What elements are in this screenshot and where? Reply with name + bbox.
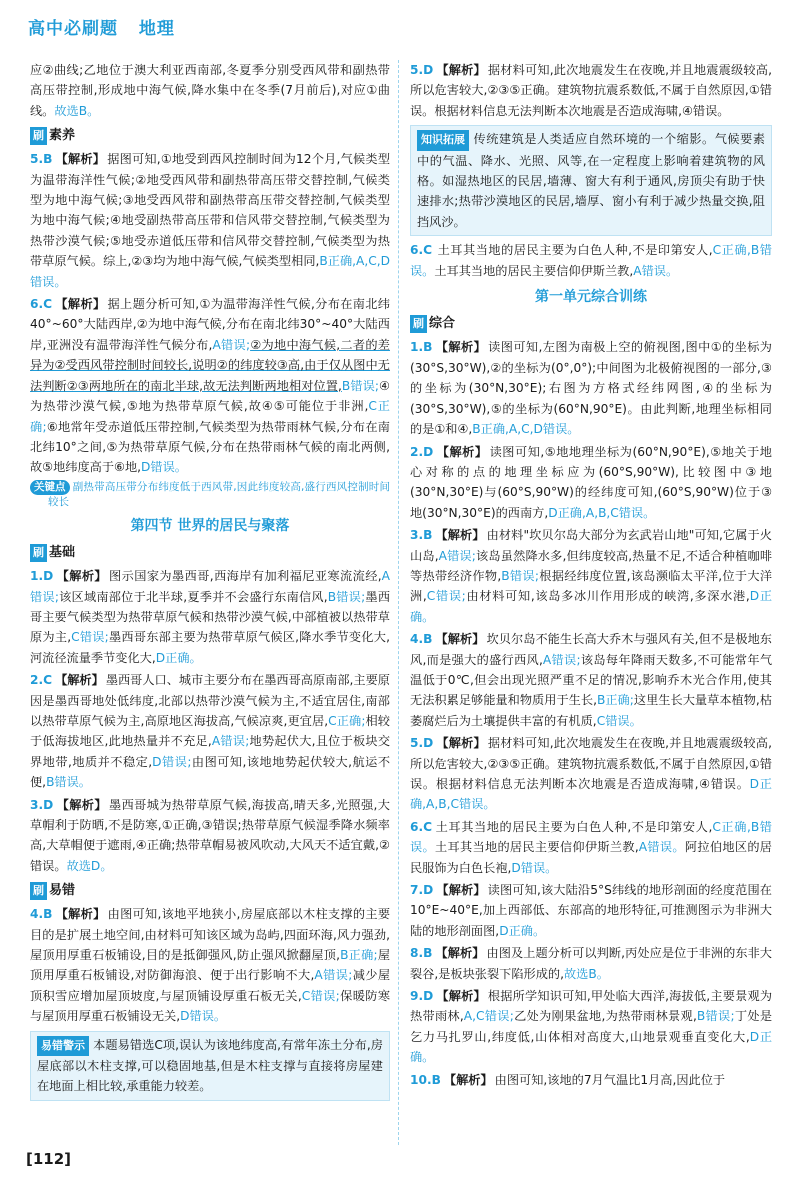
- answer-item: 6.C 土耳其当地的居民主要为白色人种,不是印第安人,C正确,B错误。土耳其当地的居民主要信仰伊斯兰教,A错误。: [410, 243, 772, 278]
- intro-paragraph: 应②曲线;乙地位于澳大利亚西南部,冬夏季分别受西风带和副热带高压带控制,形成地中海气候,降水集中在冬季(7月前后),对应①曲线。故选B。: [30, 63, 390, 118]
- section-title: 第四节 世界的居民与聚落: [130, 517, 290, 534]
- answer-item: 3.B 【解析】 由材料"坎贝尔岛大部分为玄武岩山地"可知,它属于火山岛,A错误;该岛虽然降水多,但纬度较高,热量不足,不适合种植咖啡等热带经济作物,B错误;根据经纬度位置,该岛濒临太平洋,位于大洋洲,C错误;由材料可知,该岛多冰川作用形成的峡湾,多深水港,D正确。: [410, 528, 773, 624]
- answer-item: 3.D 【解析】 墨西哥城为热带草原气候,海拔高,晴天多,光照强,大草帽利于防晒,不是防寒,①正确,③错误;热带草原气候湿季降水频率高,大草帽便于遮雨,④正确;热带草帽易被风吹动,大风天不适宜戴,②错误。故选D。: [30, 797, 390, 873]
- answer-item: 5.B 【解析】 据图可知,①地受到西风控制时间为12个月,气候类型为温带海洋性气候;②地受西风带和副热带高压带交替控制,气候类型为地中海气候;③地受西风带和副热带高压带交替控制,气候类型为地中海气候;④地受副热带高压带和信风带交替控制,气候类型为热带沙漠气候;⑤地受赤道低压带和信风带交替控制,气候类型为热带草原气候。综上,②③均为地中海气候,气候类型相同,B正确,A,C,D错误。: [30, 152, 391, 289]
- answer-item: 10.B 【解析】 由图可知,该地的7月气温比1月高,因此位于: [410, 1072, 726, 1087]
- answer-item: 8.B 【解析】 由图及上题分析可以判断,丙处应是位于非洲的东非大裂谷,是板块张裂下陷形成的,故选B。: [410, 946, 772, 981]
- left-column: [30, 60, 390, 1105]
- column-divider: [398, 60, 399, 1145]
- unit-title: 第一单元综合训练: [535, 289, 647, 306]
- answer-item: 4.B 【解析】 由图可知,该地平地狭小,房屋底部以木柱支撑的主要目的是扩展土地空间,由材料可知该区域为岛屿,四面环海,风力强劲,屋顶用厚重石板铺设,目的是抵御强风,防止强风掀翻屋顶,B正确;屋顶用厚重石板铺设,对防御海浪、便于出行影响不大,A错误;减少屋顶积雪应增加屋顶坡度,与屋顶铺设厚重石板无关,C错误;保暖防寒与屋顶用厚重石板铺设无关,D错误。: [30, 907, 391, 1024]
- answer-item: 1.B 【解析】 读图可知,左图为南极上空的俯视图,图中①的坐标为(30°S,30°W),②的坐标为(0°,0°);中间图为北极俯视图的一部分,③的坐标为(30°N,30°E);右图为方格式经纬网图,④的坐标为(30°S,30°W),⑤的坐标为(60°N,90°E)。由此判断,地理坐标相同的是①和④,B正确,A,C,D错误。: [410, 340, 772, 437]
- answer-item: 6.C 【解析】 据上题分析可知,①为温带海洋性气候,分布在南北纬40°~60°大陆西岸,②为地中海气候,分布在南北纬30°~40°大陆西岸,亚洲没有温带海洋性气候分布,A错误;②为地中海气候,二者的差异为②受西风带控制时间较长,说明②的纬度较③高,由于仅从图中无法判断②③两地所在的南北半球,故无法判断两地相对位置,B错误;④为热带沙漠气候,⑤地为热带草原气候,故④⑤可能位于非洲,C正确;⑥地常年受赤道低压带控制,气候类型为热带雨林气候,分布在南北纬10°之间,⑤为热带草原气候,分布在热带雨林气候的南北两侧,故⑤地纬度高于⑥地,D错误。: [30, 297, 390, 475]
- subject-title: 地理: [138, 19, 175, 39]
- error-warning-label: 易错警示: [37, 1036, 89, 1056]
- key-point-icon: 关键点: [30, 480, 70, 495]
- error-warning-box: 易错警示 本题易错选C项,误认为该地纬度高,有常年冻土分布,房屋底部以木柱支撑,可以稳固地基,但是木柱支撑与直接将房屋建在地面上相比较,承重能力较差。: [30, 1031, 390, 1101]
- answer-item: 1.D 【解析】 图示国家为墨西哥,西海岸有加利福尼亚寒流流经,A错误;该区域南部位于北半球,夏季并不会盛行东南信风,B错误;墨西哥主要气候类型为热带草原气候和热带沙漠气候,中部植被以热带草原为主,C错误;墨西哥东部主要为热带草原气候区,降水季节变化大,河流径流量季节变化大,D正确。: [30, 569, 391, 665]
- section-suyang: 刷 素养: [30, 127, 75, 145]
- series-title: 高中必刷题: [28, 19, 118, 39]
- answer-item: 5.D 【解析】 据材料可知,此次地震发生在夜晚,并且地震震级较高,所以危害较大,②③⑤正确。建筑物抗震系数低,不属于自然原因,①错误。根据材料信息无法判断本次地震是否造成海啸,④错误。D正确,A,B,C错误。: [410, 736, 773, 812]
- answer-item: 4.B 【解析】 坎贝尔岛不能生长高大乔木与强风有关,但不是极地东风,而是强大的盛行西风,A错误;该岛每年降雨天数多,不可能常年气温低于0℃,但会出现光照严重不足的情况,影响乔木光合作用,使其无法积累足够能量和物质用于生长,B正确;这里生长大量草本植物,枯萎腐烂后为土壤提供丰富的有机质,C错误。: [410, 632, 773, 728]
- answer-item: 2.C 【解析】 墨西哥人口、城市主要分布在墨西哥高原南部,主要原因是墨西哥地处低纬度,北部以热带沙漠气候为主,不适宜居住,南部以热带草原气候为主,高原地区海拔高,气候凉爽,更宜居,C正确;相较于低海拔地区,此地热量并不充足,A错误;地势起伏大,且位于板块交界地带,地质并不稳定,D错误;由图可知,该地地势起伏较大,航运不便,B错误。: [30, 673, 391, 790]
- section-zonghe: 刷 综合: [410, 315, 455, 333]
- answer-item: 5.D 【解析】 据材料可知,此次地震发生在夜晚,并且地震震级较高,所以危害较大,②③⑤正确。建筑物抗震系数低,不属于自然原因,①错误。根据材料信息无法判断本次地震是否造成海啸,④错误。: [410, 63, 773, 118]
- page-header: [28, 14, 189, 39]
- answer-item: 6.C 土耳其当地的居民主要为白色人种,不是印第安人,C正确,B错误。土耳其当地的居民主要信仰伊斯兰教,A错误。阿拉伯地区的居民服饰为白色长袍,D错误。: [410, 819, 772, 875]
- key-point-hint: 关键点 副热带高压带分布纬度低于西风带,因此纬度较高,盛行西风控制时间较长: [48, 480, 390, 510]
- answer-item: 2.D 【解析】 读图可知,⑤地地理坐标为(60°N,90°E),⑤地关于地心对称的点的地理坐标应为(60°S,90°W),比较图中③地(30°N,30°E)与(60°S,90°W)的经纬度可知,(60°S,90°W)位于③地(30°N,30°E)的西南方,D正确,A,B,C错误。: [410, 444, 772, 520]
- knowledge-extension-label: 知识拓展: [417, 130, 469, 150]
- section-jichu: 刷 基础: [30, 544, 75, 562]
- answer-item: 9.D 【解析】 根据所学知识可知,甲处临大西洋,海拔低,主要景观为热带雨林,A,C错误;乙处为刚果盆地,为热带雨林景观,B错误;丁处是乞力马扎罗山,纬度低,山体相对高度大,山地景观垂直变化大,D正确。: [410, 989, 773, 1065]
- right-column: [410, 60, 772, 1092]
- page-number: [112]: [26, 1150, 72, 1168]
- section-yicuo: 刷 易错: [30, 882, 75, 900]
- knowledge-extension-box: 知识拓展 传统建筑是人类适应自然环境的一个缩影。气候要素中的气温、降水、光照、风等,在一定程度上影响着建筑物的风格。如湿热地区的民居,墙薄、窗大有利于通风,房顶尖有助于快速排水;热带沙漠地区的民居,墙厚、窗小有利于减少热量交换,阻挡风沙。: [410, 125, 772, 236]
- answer-item: 7.D 【解析】 读图可知,该大陆沿5°S纬线的地形剖面的经度范围在10°E~40°E,加上西部低、东部高的地形特征,可推测图示为非洲大陆的地形剖面图,D正确。: [410, 883, 772, 938]
